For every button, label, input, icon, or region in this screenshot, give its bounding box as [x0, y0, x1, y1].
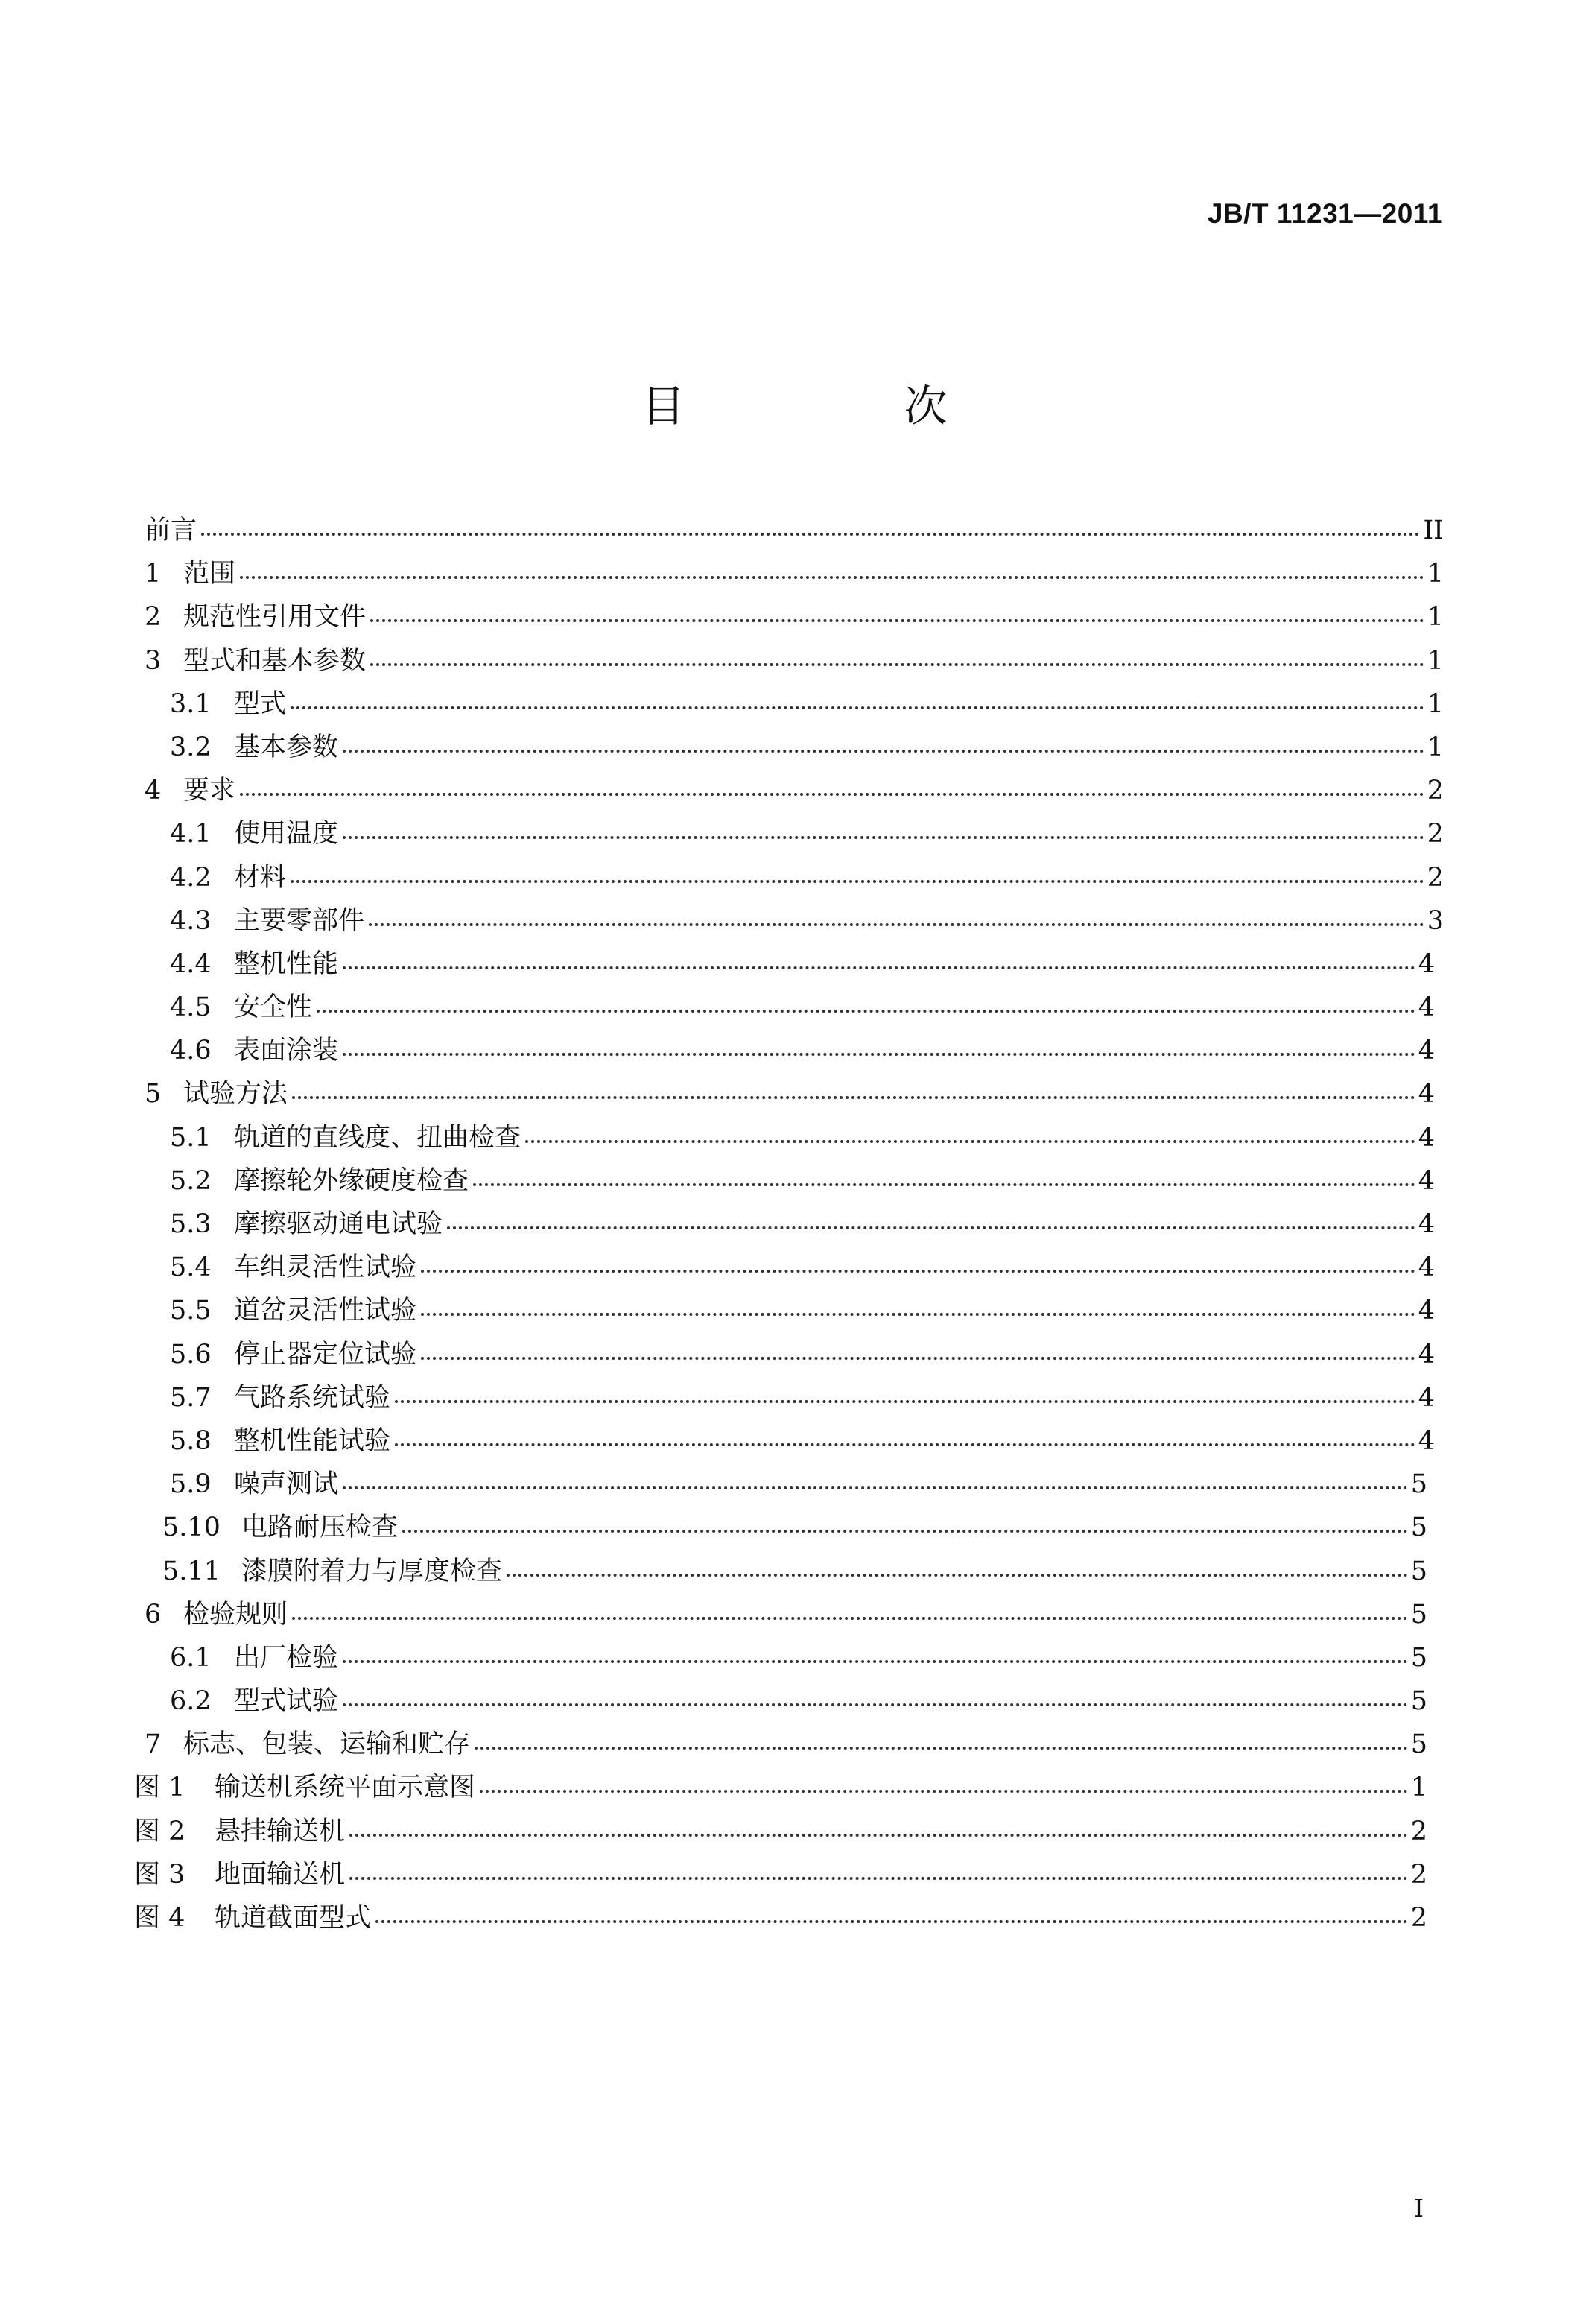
toc-entry-figure-4[interactable]	[134, 1897, 1444, 1940]
toc-entry-section-4-2[interactable]	[134, 857, 1444, 900]
toc-entry-label: 检验规则	[183, 1599, 288, 1630]
leader-dots	[292, 1617, 1408, 1620]
toc-entry-label: 标志、包装、运输和贮存	[183, 1729, 471, 1760]
leader-dots	[507, 1574, 1408, 1577]
toc-entry-label: 地面输送机	[215, 1859, 346, 1890]
toc-entry-label: 范围	[183, 559, 236, 589]
toc-entry-page: 4	[1418, 1382, 1435, 1413]
toc-entry-figure-1[interactable]	[134, 1767, 1444, 1810]
toc-entry-number: 5.5	[170, 1296, 212, 1326]
toc-entry-label: 主要零部件	[234, 905, 365, 936]
leader-dots	[370, 663, 1424, 666]
toc-entry-label: 停止器定位试验	[234, 1339, 417, 1370]
leader-dots	[480, 1790, 1408, 1793]
toc-entry-number: 3.2	[170, 732, 212, 762]
toc-entry-page: 1	[1427, 732, 1444, 762]
standard-code: JB/T 11231—2011	[1207, 198, 1443, 229]
toc-entry-section-5-3[interactable]	[134, 1203, 1444, 1247]
toc-entry-page: 2	[1410, 1903, 1427, 1933]
toc-entry-number: 6.2	[170, 1686, 212, 1717]
toc-entry-number: 图 4	[134, 1903, 185, 1933]
toc-entry-label: 电路耐压检查	[241, 1513, 399, 1543]
leader-dots	[421, 1270, 1415, 1273]
toc-entry-section-5-5[interactable]	[134, 1290, 1444, 1333]
toc-entry-page: 1	[1427, 602, 1444, 633]
toc-entry-number: 4	[145, 776, 162, 806]
toc-entry-label: 噪声测试	[234, 1469, 339, 1500]
toc-entry-section-4-4[interactable]	[134, 943, 1444, 987]
toc-entry-label: 规范性引用文件	[183, 602, 367, 633]
toc-entry-foreword[interactable]	[134, 510, 1444, 553]
toc-entry-page: 2	[1427, 776, 1444, 806]
leader-dots	[447, 1226, 1415, 1229]
toc-entry-number: 3.1	[170, 688, 212, 719]
toc-entry-number: 5.2	[170, 1165, 212, 1196]
toc-entry-page: 3	[1427, 905, 1444, 936]
leader-dots	[240, 576, 1424, 579]
toc-entry-number: 5.8	[170, 1425, 212, 1456]
toc-entry-section-4[interactable]	[134, 770, 1444, 813]
leader-dots	[240, 793, 1424, 796]
toc-entry-label: 型式	[234, 688, 287, 719]
toc-entry-label: 出厂检验	[234, 1642, 339, 1673]
leader-dots	[349, 1834, 1408, 1837]
toc-entry-page: 4	[1418, 992, 1435, 1023]
toc-entry-number: 6.1	[170, 1642, 212, 1673]
toc-entry-section-5-10[interactable]	[134, 1507, 1444, 1550]
leader-dots	[343, 1660, 1408, 1663]
toc-entry-label: 使用温度	[234, 819, 339, 849]
leader-dots	[525, 1140, 1415, 1143]
toc-title: 目 次	[641, 381, 1035, 431]
toc-entry-page: 4	[1418, 1079, 1435, 1109]
toc-entry-section-5-7[interactable]	[134, 1377, 1444, 1420]
toc-entry-number: 2	[145, 602, 162, 633]
toc-entry-page: 4	[1418, 1296, 1435, 1326]
toc-entry-number: 5.6	[170, 1339, 212, 1370]
toc-entry-page: 5	[1410, 1513, 1427, 1543]
toc-entry-page: 4	[1418, 1122, 1435, 1153]
toc-entry-label: 基本参数	[234, 732, 339, 762]
toc-entry-page: 5	[1410, 1556, 1427, 1586]
leader-dots	[395, 1400, 1415, 1403]
leader-dots	[317, 1010, 1415, 1013]
leader-dots	[349, 1877, 1408, 1880]
toc-entry-number: 4.3	[170, 905, 212, 936]
toc-entry-number: 5	[145, 1079, 162, 1109]
table-of-contents	[134, 510, 1444, 1940]
toc-entry-number: 图 1	[134, 1773, 185, 1803]
toc-entry-label: 要求	[183, 776, 236, 806]
toc-entry-number: 4.6	[170, 1036, 212, 1066]
toc-entry-label: 材料	[234, 862, 287, 893]
toc-entry-page: 4	[1418, 1339, 1435, 1370]
toc-entry-figure-3[interactable]	[134, 1854, 1444, 1897]
toc-entry-section-5-8[interactable]	[134, 1420, 1444, 1463]
toc-entry-number: 5.10	[162, 1513, 221, 1543]
toc-entry-label: 摩擦轮外缘硬度检查	[234, 1165, 469, 1196]
leader-dots	[343, 966, 1415, 969]
toc-entry-number: 图 3	[134, 1859, 185, 1890]
toc-entry-label: 轨道的直线度、扭曲检查	[234, 1122, 521, 1153]
toc-entry-label: 摩擦驱动通电试验	[234, 1209, 443, 1239]
toc-entry-number: 7	[145, 1729, 162, 1760]
toc-entry-section-5[interactable]	[134, 1073, 1444, 1116]
toc-entry-section-1[interactable]	[134, 553, 1444, 596]
page-number: I	[1413, 2194, 1424, 2223]
toc-entry-page: 5	[1410, 1642, 1427, 1673]
toc-entry-page: 1	[1427, 645, 1444, 676]
toc-entry-page: 4	[1418, 1425, 1435, 1456]
toc-entry-label: 车组灵活性试验	[234, 1253, 417, 1283]
toc-entry-label: 安全性	[234, 992, 313, 1023]
toc-entry-label: 前言	[145, 516, 197, 545]
toc-entry-page: 4	[1418, 1253, 1435, 1283]
leader-dots	[201, 533, 1420, 536]
toc-entry-page: II	[1423, 516, 1444, 545]
toc-entry-label: 试验方法	[183, 1079, 288, 1109]
toc-entry-section-3[interactable]	[134, 640, 1444, 683]
leader-dots	[370, 619, 1424, 622]
toc-entry-figure-2[interactable]	[134, 1811, 1444, 1854]
toc-entry-label: 悬挂输送机	[215, 1816, 346, 1846]
toc-entry-section-3-2[interactable]	[134, 726, 1444, 770]
toc-entry-label: 输送机系统平面示意图	[215, 1773, 476, 1803]
toc-entry-number: 4.5	[170, 992, 212, 1023]
toc-entry-page: 4	[1418, 949, 1435, 979]
toc-entry-label: 道岔灵活性试验	[234, 1296, 417, 1326]
toc-entry-section-4-6[interactable]	[134, 1030, 1444, 1073]
toc-entry-page: 5	[1410, 1599, 1427, 1630]
toc-entry-label: 表面涂装	[234, 1036, 339, 1066]
leader-dots	[343, 1053, 1415, 1056]
leader-dots	[375, 1920, 1408, 1923]
toc-entry-section-5-9[interactable]	[134, 1463, 1444, 1507]
leader-dots	[291, 706, 1424, 709]
toc-entry-section-5-2[interactable]	[134, 1160, 1444, 1203]
toc-entry-section-4-5[interactable]	[134, 987, 1444, 1030]
toc-entry-page: 2	[1427, 819, 1444, 849]
toc-entry-section-4-3[interactable]	[134, 900, 1444, 943]
toc-entry-number: 5.11	[162, 1556, 221, 1586]
toc-entry-number: 4.4	[170, 949, 212, 979]
toc-entry-section-3-1[interactable]	[134, 683, 1444, 726]
leader-dots	[343, 1703, 1408, 1706]
toc-entry-label: 整机性能	[234, 949, 339, 979]
toc-entry-section-6[interactable]	[134, 1594, 1444, 1637]
toc-entry-page: 2	[1410, 1859, 1427, 1890]
leader-dots	[421, 1313, 1415, 1316]
leader-dots	[343, 1486, 1408, 1489]
toc-entry-label: 整机性能试验	[234, 1425, 391, 1456]
toc-entry-number: 5.4	[170, 1253, 212, 1283]
toc-entry-number: 5.9	[170, 1469, 212, 1500]
toc-entry-page: 2	[1410, 1816, 1427, 1846]
leader-dots	[292, 1096, 1415, 1099]
toc-entry-page: 4	[1418, 1036, 1435, 1066]
toc-entry-label: 型式和基本参数	[183, 645, 367, 676]
leader-dots	[369, 923, 1424, 926]
toc-entry-label: 漆膜附着力与厚度检查	[241, 1556, 503, 1586]
toc-entry-page: 5	[1410, 1686, 1427, 1717]
toc-entry-number: 5.7	[170, 1382, 212, 1413]
leader-dots	[473, 1183, 1415, 1186]
toc-entry-page: 4	[1418, 1165, 1435, 1196]
toc-entry-page: 1	[1427, 688, 1444, 719]
leader-dots	[475, 1747, 1408, 1750]
toc-entry-number: 4.2	[170, 862, 212, 893]
toc-entry-section-6-2[interactable]	[134, 1680, 1444, 1723]
toc-entry-section-6-1[interactable]	[134, 1637, 1444, 1680]
toc-entry-number: 3	[145, 645, 162, 676]
toc-entry-label: 轨道截面型式	[215, 1903, 372, 1933]
toc-entry-number: 1	[145, 559, 162, 589]
toc-entry-label: 型式试验	[234, 1686, 339, 1717]
toc-entry-page: 1	[1410, 1773, 1427, 1803]
leader-dots	[402, 1530, 1408, 1533]
toc-entry-section-7[interactable]	[134, 1723, 1444, 1767]
toc-entry-section-2[interactable]	[134, 596, 1444, 639]
leader-dots	[291, 880, 1424, 883]
toc-entry-page: 2	[1427, 862, 1444, 893]
toc-entry-section-5-11[interactable]	[134, 1551, 1444, 1594]
toc-entry-section-4-1[interactable]	[134, 813, 1444, 856]
leader-dots	[395, 1443, 1415, 1446]
toc-entry-section-5-6[interactable]	[134, 1334, 1444, 1377]
toc-entry-label: 气路系统试验	[234, 1382, 391, 1413]
toc-entry-number: 图 2	[134, 1816, 185, 1846]
leader-dots	[343, 750, 1424, 753]
toc-entry-number: 4.1	[170, 819, 212, 849]
toc-entry-page: 5	[1410, 1729, 1427, 1760]
toc-entry-section-5-1[interactable]	[134, 1117, 1444, 1160]
toc-entry-page: 1	[1427, 559, 1444, 589]
leader-dots	[343, 836, 1424, 839]
toc-entry-section-5-4[interactable]	[134, 1247, 1444, 1290]
toc-entry-page: 5	[1410, 1469, 1427, 1500]
toc-entry-page: 4	[1418, 1209, 1435, 1239]
toc-entry-number: 5.1	[170, 1122, 212, 1153]
toc-entry-number: 6	[145, 1599, 162, 1630]
toc-entry-number: 5.3	[170, 1209, 212, 1239]
leader-dots	[421, 1357, 1415, 1360]
